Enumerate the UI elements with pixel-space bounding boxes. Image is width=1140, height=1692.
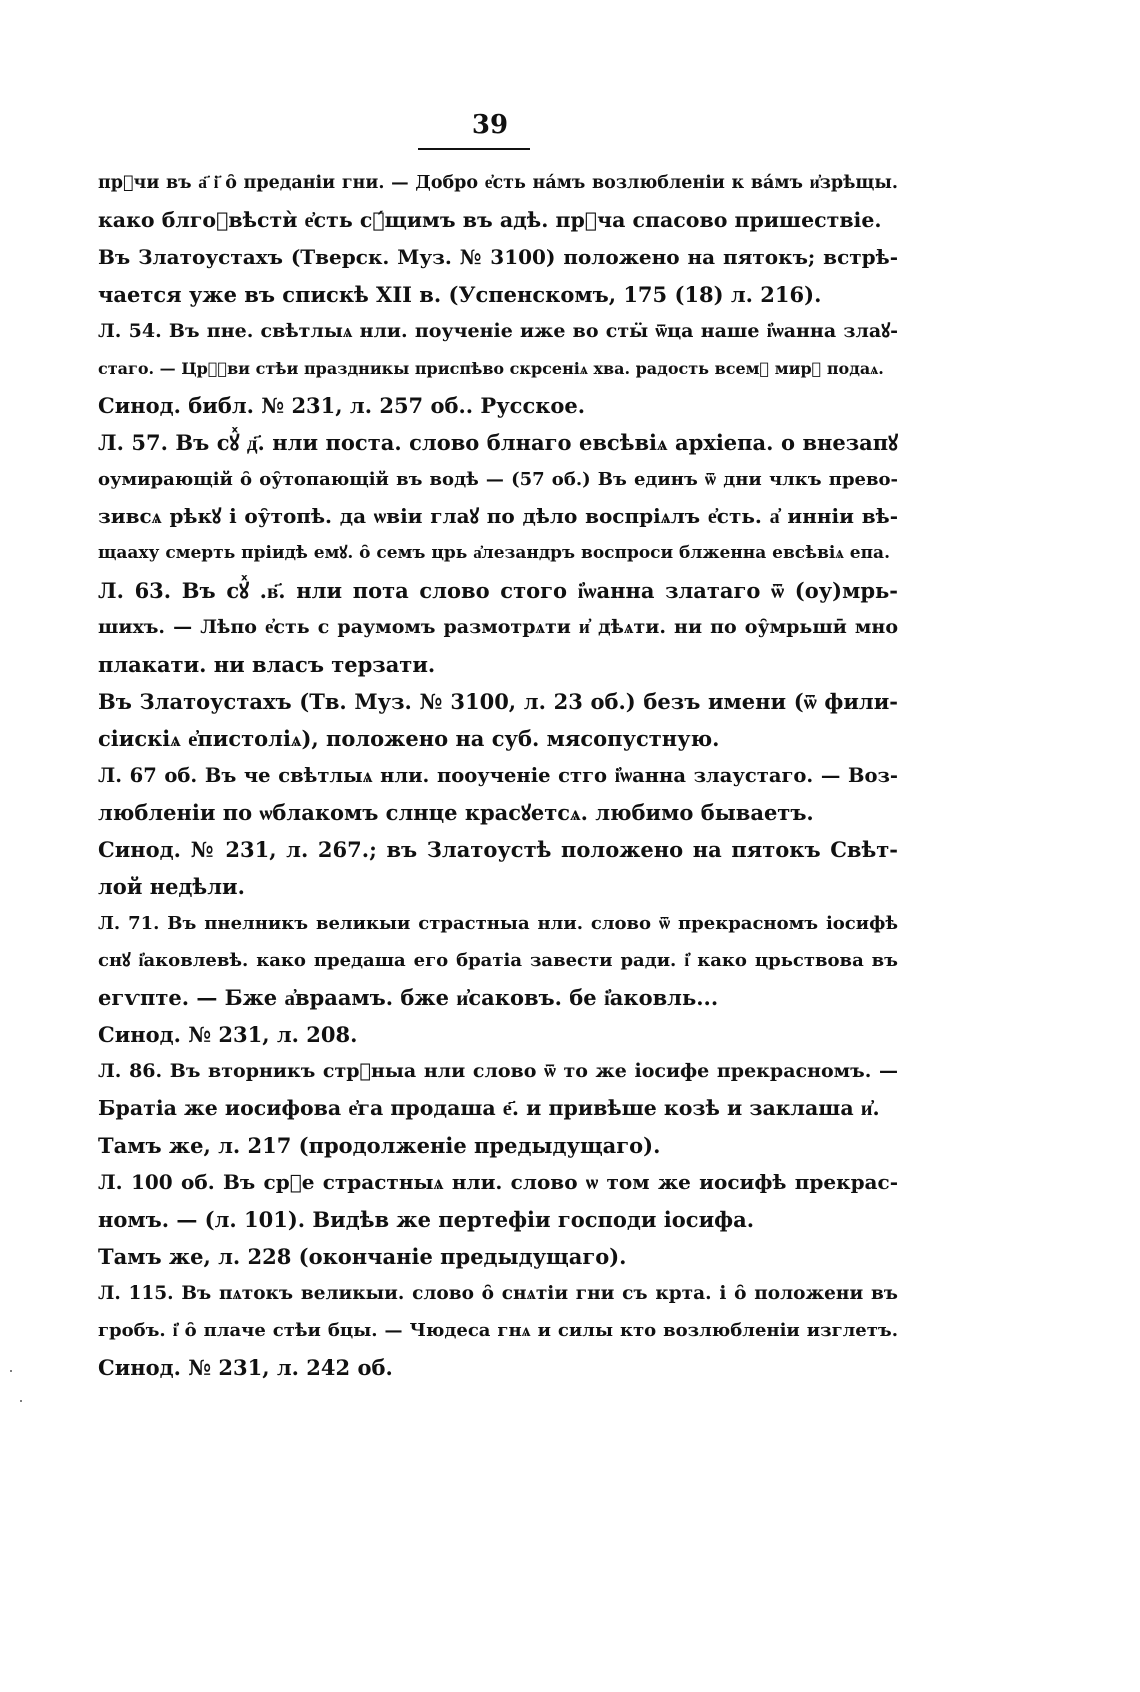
- text-line: щааху смерть пріидѣ емꙋ. о̑ семъ црь а҆лезандръ воспроси блженна евсѣвіѧ епа.: [98, 543, 890, 563]
- text-line: сіискіѧ е҆пистоліѧ), положено на суб. мясопустную.: [98, 726, 720, 751]
- text-line: номъ. — (л. 101). Видѣв же пертефіи господи іосифа.: [98, 1207, 755, 1232]
- text-line: Синод. № 231, л. 267.; въ Златоустѣ положено на пятокъ Свѣт-: [98, 837, 898, 862]
- text-line: Л. 71. Въ пнелникъ великыи страстныа нли. слово ѿ прекрасномъ іосифѣ: [98, 913, 898, 934]
- text-line: снꙋ і҆аковлевѣ. како предаша его братіа завести ради. і҆ како црьствова въ: [98, 950, 898, 971]
- text-line: оумирающій о̑ оу̑топающій въ водѣ — (57 об.) Въ единъ ѿ дни члкъ прево-: [98, 469, 898, 490]
- text-line: Тамъ же, л. 228 (окончаніе предыдущаго).: [98, 1244, 627, 1269]
- text-line: лой недѣли.: [98, 874, 245, 899]
- text-line: Л. 57. Въ сꙋⷯ д҃. нли поста. слово блнаго евсѣвіѧ архіепа. о внезапꙋ: [98, 430, 898, 455]
- text-line: гробъ. і҆ о̑ плаче стѣи бцы. — Чюдеса гнѧ и силы кто возлюбленіи изглетъ.: [98, 1320, 898, 1341]
- text-line: како блгоⷡвѣстѝ е҆сть сꙋ́щимъ въ адѣ. прⷮча спасово пришествіе.: [98, 208, 882, 232]
- body-text: [98, 165, 898, 1386]
- text-line: егѵпте. — Бже а҆враамъ. бже и҆саковъ. бе і҆аковль...: [98, 985, 719, 1010]
- page-number: 39: [471, 110, 509, 140]
- text-line: Л. 86. Въ вторникъ стрⷮныа нли слово ѿ то же іосифе прекрасномъ. —: [98, 1060, 898, 1082]
- text-line: Синод. № 231, л. 208.: [98, 1022, 358, 1047]
- header-rule: [418, 148, 530, 150]
- text-line: Л. 115. Въ пѧтокъ великыи. слово о̑ снѧтіи гни съ крта. і о̑ положени въ: [98, 1283, 898, 1304]
- text-line: Л. 100 об. Въ срⷣе страстныѧ нли. слово ѡ том же иосифѣ прекрас-: [98, 1170, 898, 1194]
- text-line: Братіа же иосифова е҆га продаша е҃. и привѣше козѣ и заклаша и҆.: [98, 1096, 880, 1120]
- text-line: любленіи по ѡблакомъ слнце красꙋетсѧ. любимо бываетъ.: [98, 800, 814, 825]
- text-line: прⷮчи въ а҃ і҃ о̑ преданіи гни. — Добро е҆сть на́мъ возлюбленіи к ва́мъ и҆зрѣщы.: [98, 173, 898, 193]
- text-line: Въ Златоустахъ (Тверск. Муз. № 3100) положено на пятокъ; встрѣ-: [98, 245, 898, 269]
- text-line: чается уже въ спискѣ XII в. (Успенскомъ, 175 (18) л. 216).: [98, 282, 822, 307]
- scan-speck: [20, 1400, 22, 1402]
- text-line: Л. 63. Въ сꙋⷯ .в҃. нли пота слово стого і҆ѡанна златаго ѿ (оу)мрь-: [98, 578, 898, 603]
- text-line: Въ Златоустахъ (Тв. Муз. № 3100, л. 23 об.) безъ имени (ѿ фили-: [98, 689, 898, 714]
- text-line: Синод. библ. № 231, л. 257 об.. Русское.: [98, 393, 586, 418]
- text-line: шихъ. — Лѣпо е҆сть с раумомъ размотрѧти и҆ дѣѧти. ни по оу̑мрьшӣ мно: [98, 616, 898, 638]
- text-line: Синод. № 231, л. 242 об.: [98, 1355, 393, 1380]
- text-line: Тамъ же, л. 217 (продолженіе предыдущаго).: [98, 1133, 661, 1158]
- text-line: плакати. ни власъ терзати.: [98, 652, 436, 677]
- text-line: стаго. — Црⷦ҇ви стѣи праздникы приспѣво скрсеніѧ хва. радость всемꙋ мирꙋ подаѧ.: [98, 359, 884, 378]
- text-line: зивсѧ рѣкꙋ і оу̑топѣ. да ѡвіи глаꙋ по дѣло воспріѧлъ е҆сть. а҆ инніи вѣ-: [98, 504, 898, 528]
- text-line: Л. 54. Въ пне. свѣтлыѧ нли. поученіе иже во стӹ ѿца наше і҆ѡанна злаꙋ-: [98, 320, 898, 342]
- text-line: Л. 67 об. Въ че свѣтлыѧ нли. пооученіе стго і҆ѡанна злаустаго. — Воз-: [98, 764, 898, 787]
- scan-speck: [10, 1370, 12, 1372]
